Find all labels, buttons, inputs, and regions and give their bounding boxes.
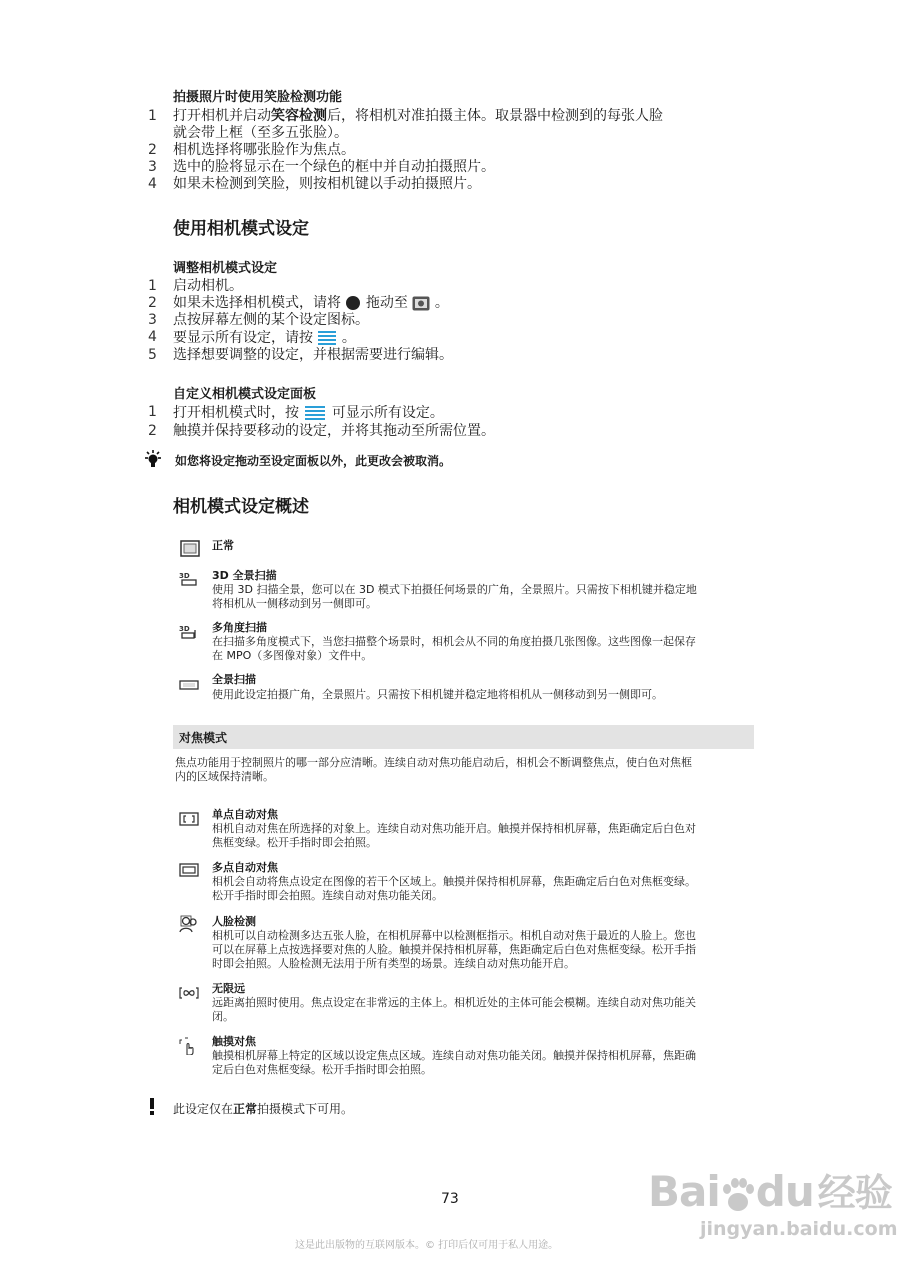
single-af-icon bbox=[179, 812, 199, 826]
focus-mode-header: 对焦模式 bbox=[173, 725, 754, 749]
section-heading-overview: 相机模式设定概述 bbox=[173, 497, 309, 517]
mode-desc: 在 MPO（多图像对象）文件中。 bbox=[212, 649, 373, 662]
focus-item-desc: 闭。 bbox=[212, 1010, 234, 1023]
focus-item-title: 单点自动对焦 bbox=[212, 808, 278, 821]
menu-icon bbox=[303, 404, 327, 422]
focus-intro: 内的区域保持清晰。 bbox=[175, 770, 274, 783]
baidu-watermark-url: jingyan.baidu.com bbox=[700, 1218, 898, 1240]
focus-item-desc: 相机可以自动检测多达五张人脸，在相机屏幕中以检测框指示。相机自动对焦于最近的人脸上。您也 bbox=[212, 929, 696, 942]
section-heading-adjust: 调整相机模式设定 bbox=[173, 261, 278, 276]
focus-item-desc: 相机会自动将焦点设定在图像的若干个区域上。触摸并保持相机屏幕，焦距确定后白色对焦框变绿。 bbox=[212, 875, 696, 888]
camera-icon bbox=[412, 296, 430, 311]
infinity-icon bbox=[179, 986, 199, 1000]
mode-title: 3D 全景扫描 bbox=[212, 569, 277, 582]
section-heading-smile: 拍摄照片时使用笑脸检测功能 bbox=[173, 90, 343, 105]
tip-text: 如您将设定拖动至设定面板以外，此更改会被取消。 bbox=[175, 454, 452, 468]
footer-disclaimer: 这是此出版物的互联网版本。© 打印后仅可用于私人用途。 bbox=[295, 1240, 559, 1251]
mode-desc: 将相机从一侧移动到另一侧即可。 bbox=[212, 597, 377, 610]
baidu-watermark-logo: Bai du 经验 bbox=[648, 1167, 892, 1216]
focus-item-desc: 焦框变绿。松开手指时即会拍照。 bbox=[212, 836, 377, 849]
panorama-icon bbox=[179, 679, 199, 691]
multi-af-icon bbox=[179, 863, 199, 877]
focus-item-desc: 远距离拍照时使用。焦点设定在非常远的主体上。相机近处的主体可能会模糊。连续自动对焦功能关 bbox=[212, 996, 696, 1009]
page-number: 73 bbox=[441, 1191, 459, 1207]
focus-item-desc: 可以在屏幕上点按选择要对焦的人脸。触摸并保持相机屏幕，焦距确定后白色对焦框变绿。松开手指 bbox=[212, 943, 696, 956]
mode-desc: 使用 3D 扫描全景，您可以在 3D 模式下拍摄任何场景的广角，全景照片。只需按下相机键并稳定地 bbox=[212, 583, 697, 596]
warning-exclamation-icon bbox=[148, 1097, 156, 1115]
focus-item-title: 多点自动对焦 bbox=[212, 861, 278, 874]
section-heading-camera-settings: 使用相机模式设定 bbox=[173, 219, 309, 239]
focus-item-desc: 触摸相机屏幕上特定的区域以设定焦点区域。连续自动对焦功能关闭。触摸并保持相机屏幕，焦距确 bbox=[212, 1049, 696, 1062]
tip-bulb-icon bbox=[144, 450, 162, 468]
3d-sweep-icon bbox=[179, 571, 199, 587]
focus-item-title: 人脸检测 bbox=[212, 915, 256, 928]
paw-icon bbox=[720, 1175, 756, 1215]
mode-title: 全景扫描 bbox=[212, 673, 256, 686]
touch-focus-icon bbox=[179, 1037, 199, 1055]
mode-title: 多角度扫描 bbox=[212, 621, 267, 634]
focus-item-title: 触摸对焦 bbox=[212, 1035, 256, 1048]
normal-mode-icon bbox=[180, 540, 200, 557]
note-text: 此设定仅在正常拍摄模式下可用。 bbox=[173, 1102, 354, 1116]
section-heading-customize: 自定义相机模式设定面板 bbox=[173, 387, 317, 402]
svg-text:3D: 3D bbox=[179, 572, 190, 580]
focus-item-title: 无限远 bbox=[212, 982, 245, 995]
focus-item-desc: 时即会拍照。人脸检测无法用于所有类型的场景。连续自动对焦功能开启。 bbox=[212, 957, 575, 970]
focus-item-desc: 松开手指时即会拍照。连续自动对焦功能关闭。 bbox=[212, 889, 443, 902]
focus-intro: 焦点功能用于控制照片的哪一部分应清晰。连续自动对焦功能启动后，相机会不断调整焦点，使白色对焦框 bbox=[175, 756, 692, 769]
multi-angle-icon bbox=[179, 624, 199, 640]
menu-icon bbox=[317, 329, 337, 347]
svg-text:3D: 3D bbox=[179, 625, 190, 633]
focus-item-desc: 相机自动对焦在所选择的对象上。连续自动对焦功能开启。触摸并保持相机屏幕，焦距确定后白色对 bbox=[212, 822, 696, 835]
record-dot-icon bbox=[345, 295, 361, 311]
focus-item-desc: 定后白色对焦框变绿。松开手指时即会拍照。 bbox=[212, 1063, 432, 1076]
face-detect-icon bbox=[179, 915, 199, 933]
mode-title: 正常 bbox=[212, 539, 234, 552]
mode-desc: 使用此设定拍摄广角，全景照片。只需按下相机键并稳定地将相机从一侧移动到另一侧即可。 bbox=[212, 688, 663, 701]
mode-desc: 在扫描多角度模式下，当您扫描整个场景时，相机会从不同的角度拍摄几张图像。这些图像一起保存 bbox=[212, 635, 696, 648]
